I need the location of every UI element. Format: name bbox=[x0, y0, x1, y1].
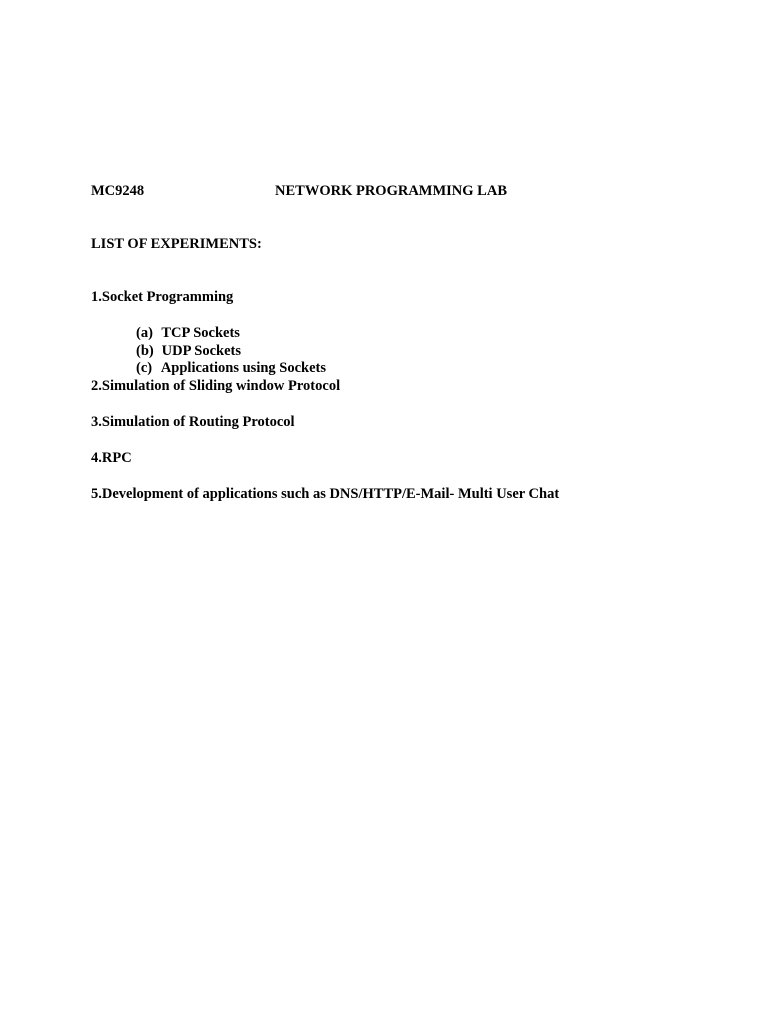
subitem-label: (c) bbox=[136, 360, 153, 376]
experiment-5-title: 5.Development of applications such as DNS/HTTP/E-Mail- Multi User Chat bbox=[91, 486, 560, 502]
experiment-1-title: 1.Socket Programming bbox=[91, 289, 234, 305]
subitem-label: (a) bbox=[136, 325, 153, 341]
experiment-1-subitem-b bbox=[136, 343, 241, 360]
course-code: MC9248 bbox=[91, 183, 145, 199]
section-heading: LIST OF EXPERIMENTS: bbox=[91, 236, 262, 252]
experiment-3-title: 3.Simulation of Routing Protocol bbox=[91, 414, 295, 430]
subitem-text: UDP Sockets bbox=[161, 343, 241, 359]
course-title: NETWORK PROGRAMMING LAB bbox=[275, 183, 507, 199]
experiment-1-subitem-a bbox=[136, 325, 240, 342]
experiment-2-title: 2.Simulation of Sliding window Protocol bbox=[91, 378, 341, 394]
subitem-text: Applications using Sockets bbox=[160, 360, 327, 376]
experiment-4-title: 4.RPC bbox=[91, 450, 132, 466]
experiment-1-subitem-c bbox=[136, 360, 326, 377]
subitem-text: TCP Sockets bbox=[161, 325, 240, 341]
subitem-label: (b) bbox=[136, 343, 154, 359]
